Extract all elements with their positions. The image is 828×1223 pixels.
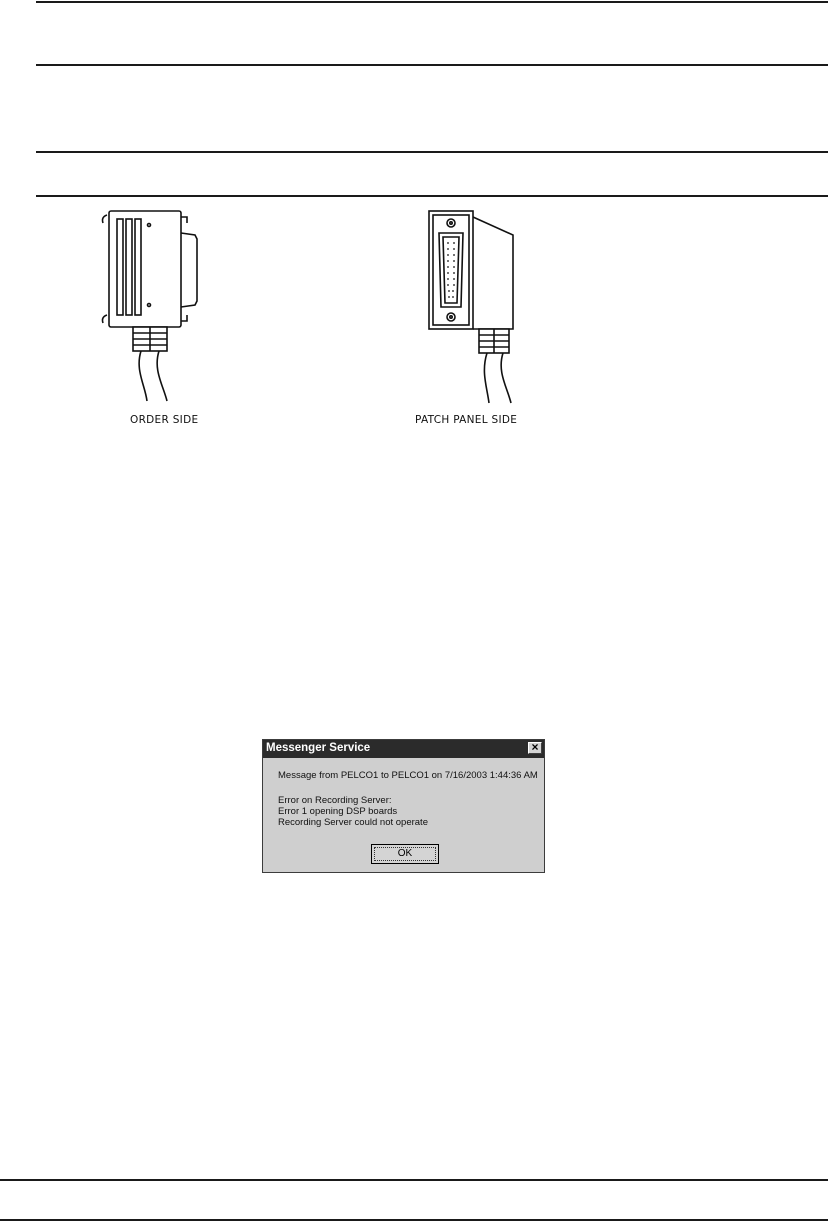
patch-panel-connector-illustration	[425, 207, 525, 407]
error-line-2: Error 1 opening DSP boards	[278, 806, 398, 817]
dialog-title: Messenger Service	[266, 742, 371, 754]
header-rule-4	[36, 195, 828, 197]
dialog-titlebar[interactable]	[263, 740, 544, 758]
recorder-connector-illustration	[95, 205, 210, 405]
error-line-1: Error on Recording Server:	[278, 795, 392, 806]
close-icon: ×	[531, 740, 539, 754]
top-rule	[36, 1, 828, 3]
ok-button[interactable]	[371, 844, 439, 864]
messenger-service-dialog	[262, 739, 545, 873]
footer-rule-2	[0, 1219, 828, 1221]
patch-panel-side-caption: PATCH PANEL SIDE	[415, 414, 518, 426]
footer-rule-1	[0, 1179, 828, 1181]
header-rule-3	[36, 151, 828, 153]
message-header-text: Message from PELCO1 to PELCO1 on 7/16/2003 1:44:36 AM	[278, 770, 538, 781]
ok-button-label: OK	[397, 848, 413, 859]
error-line-3: Recording Server could not operate	[278, 817, 428, 828]
recorder-side-caption: ORDER SIDE	[130, 414, 199, 426]
header-rule-2	[36, 64, 828, 66]
close-button[interactable]	[528, 742, 542, 754]
